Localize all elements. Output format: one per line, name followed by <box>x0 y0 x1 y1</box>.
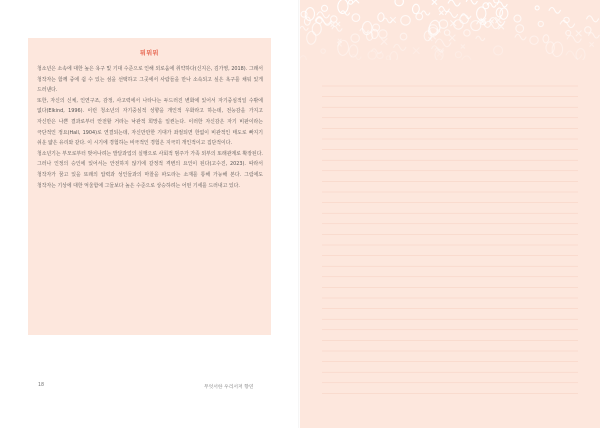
doodle-mark <box>390 52 398 60</box>
right-page <box>300 0 600 428</box>
doodle-mark <box>497 2 507 7</box>
doodle-mark <box>439 6 449 11</box>
doodle-mark <box>421 11 429 15</box>
paragraph: 청소년기는 부모로부터 벗어나려는 발달과업의 실행으로 사회적 범주가 가족 외부의 또래관계로 확장된다. 그러나 인정의 승인에 있어서는 안전하지 않기에 갈정적 격변의 요인이 된다(고수진, 2023). 따라서 청작자가 꿈고 있을 또래의 압력과 성인들과의 마찰을 파도라는 소재를 통해 가능해 본다. 그럼에도 청작자는 기상에 대한 억울함에 그들보다 높은 수준으로 상승하려는 어떤 기세를 드러내고 있다. <box>37 150 263 189</box>
doodle-mark <box>312 23 321 36</box>
doodle-mark <box>331 16 337 22</box>
doodle-mark <box>516 25 524 33</box>
doodle-mark <box>464 30 470 36</box>
doodle-mark <box>349 0 353 4</box>
doodle-mark <box>538 21 543 26</box>
doodle-mark <box>546 42 554 54</box>
doodle-mark <box>494 0 499 3</box>
ruled-lines <box>322 82 578 402</box>
doodle-mark <box>360 29 368 33</box>
doodle-mark <box>461 14 471 19</box>
doodle-mark <box>338 0 348 13</box>
doodle-mark <box>401 16 411 26</box>
doodle-mark <box>449 35 455 41</box>
doodle-mark <box>445 12 457 18</box>
doodle-mark <box>416 13 423 20</box>
doodle-mark <box>439 11 443 15</box>
doodle-mark <box>566 51 582 59</box>
doodle-mark <box>413 48 419 54</box>
doodle-mark <box>543 35 549 43</box>
doodle-mark <box>322 5 328 11</box>
page-number: 18 <box>38 383 45 388</box>
paragraph: 또한, 자신의 신체, 인연구조, 감정, 사고력에서 나타나는 두드러진 변화에 있어서 자기중심적일 수밖에 없다(Elkind, 1996). 이런 청소년의 자기중심적 성향을 개인적 우화라고 하는데, 전능감을 가지고 자신만은 나쁜 결과로부터 안전할 거라는 낙관적 희망을 일컫는다. 이러한 자신감은 자기 비판이라는 극단적인 정요(Hall, 1904)로 연결되는데, 자신만만한 기대가 좌절되면 한없이 비관적인 태도로 빠지기 쉬운 얇은 유리와 같다. 이 시기에 경험하는 비극적인 경험은 지극히 개인적이고 집단적이다. <box>37 97 263 147</box>
doodle-mark <box>304 17 310 25</box>
doodle-mark <box>379 30 387 38</box>
doodle-mark <box>585 27 591 33</box>
doodle-mark <box>395 0 403 6</box>
doodle-mark <box>588 33 599 38</box>
doodle-mark <box>413 4 420 13</box>
doodle-mark <box>336 22 340 26</box>
doodle-mark <box>549 8 560 14</box>
doodle-mark <box>494 46 503 55</box>
doodle-mark <box>515 34 526 39</box>
doodle-mark <box>307 31 316 44</box>
box-body <box>37 64 263 191</box>
doodle-mark <box>514 15 521 22</box>
doodle-mark <box>576 31 581 36</box>
doodle-mark <box>461 56 471 60</box>
doodle-mark <box>300 56 306 60</box>
doodle-mark <box>435 39 450 47</box>
doodle-mark <box>530 36 538 44</box>
doodle-mark <box>381 39 387 45</box>
doodle-mark <box>321 49 325 53</box>
doodle-mark <box>461 45 464 48</box>
doodle-mark <box>566 30 571 35</box>
doodle-mark <box>587 16 599 22</box>
doodle-mark <box>535 6 539 10</box>
doodle-mark <box>400 33 407 40</box>
doodle-mark <box>466 0 477 4</box>
doodle-mark <box>444 30 449 35</box>
doodle-mark <box>455 52 461 58</box>
doodle-mark <box>567 35 581 42</box>
box-title: 뭐뭐뭐 <box>140 50 159 57</box>
doodle-mark <box>590 43 594 47</box>
doodle-mark <box>351 34 359 42</box>
doodle-mark <box>471 21 481 31</box>
doodle-mark <box>332 26 342 31</box>
doodle-mark <box>394 44 406 50</box>
doodle-mark <box>301 11 307 17</box>
doodle-mark <box>368 51 376 59</box>
doodle-mark <box>490 20 493 23</box>
doodle-mark <box>331 23 334 26</box>
doodle-mark <box>338 40 349 55</box>
doodle-pattern <box>300 0 600 60</box>
paragraph: 청소년은 소속에 대한 높은 욕구 및 기대 수준으로 인해 외로움에 취약하다(신지은, 김가영, 2018). 그래서 청작자는 함께 중에 쉽 수 있는 섬을 선택하고 그곳에서 사람들을 만나 소속되고 싶은 욕구를 채워 있게 드러낸다. <box>37 66 263 94</box>
text-box <box>28 38 271 335</box>
doodle-mark <box>432 0 437 4</box>
running-title: 무엇서한 우리서저 향연 <box>204 385 254 390</box>
doodle-mark <box>300 26 308 30</box>
doodle-mark <box>560 20 574 27</box>
doodle-mark <box>390 17 395 22</box>
doodle-mark <box>476 36 485 40</box>
doodle-mark <box>352 14 360 22</box>
doodle-mark <box>448 0 460 6</box>
